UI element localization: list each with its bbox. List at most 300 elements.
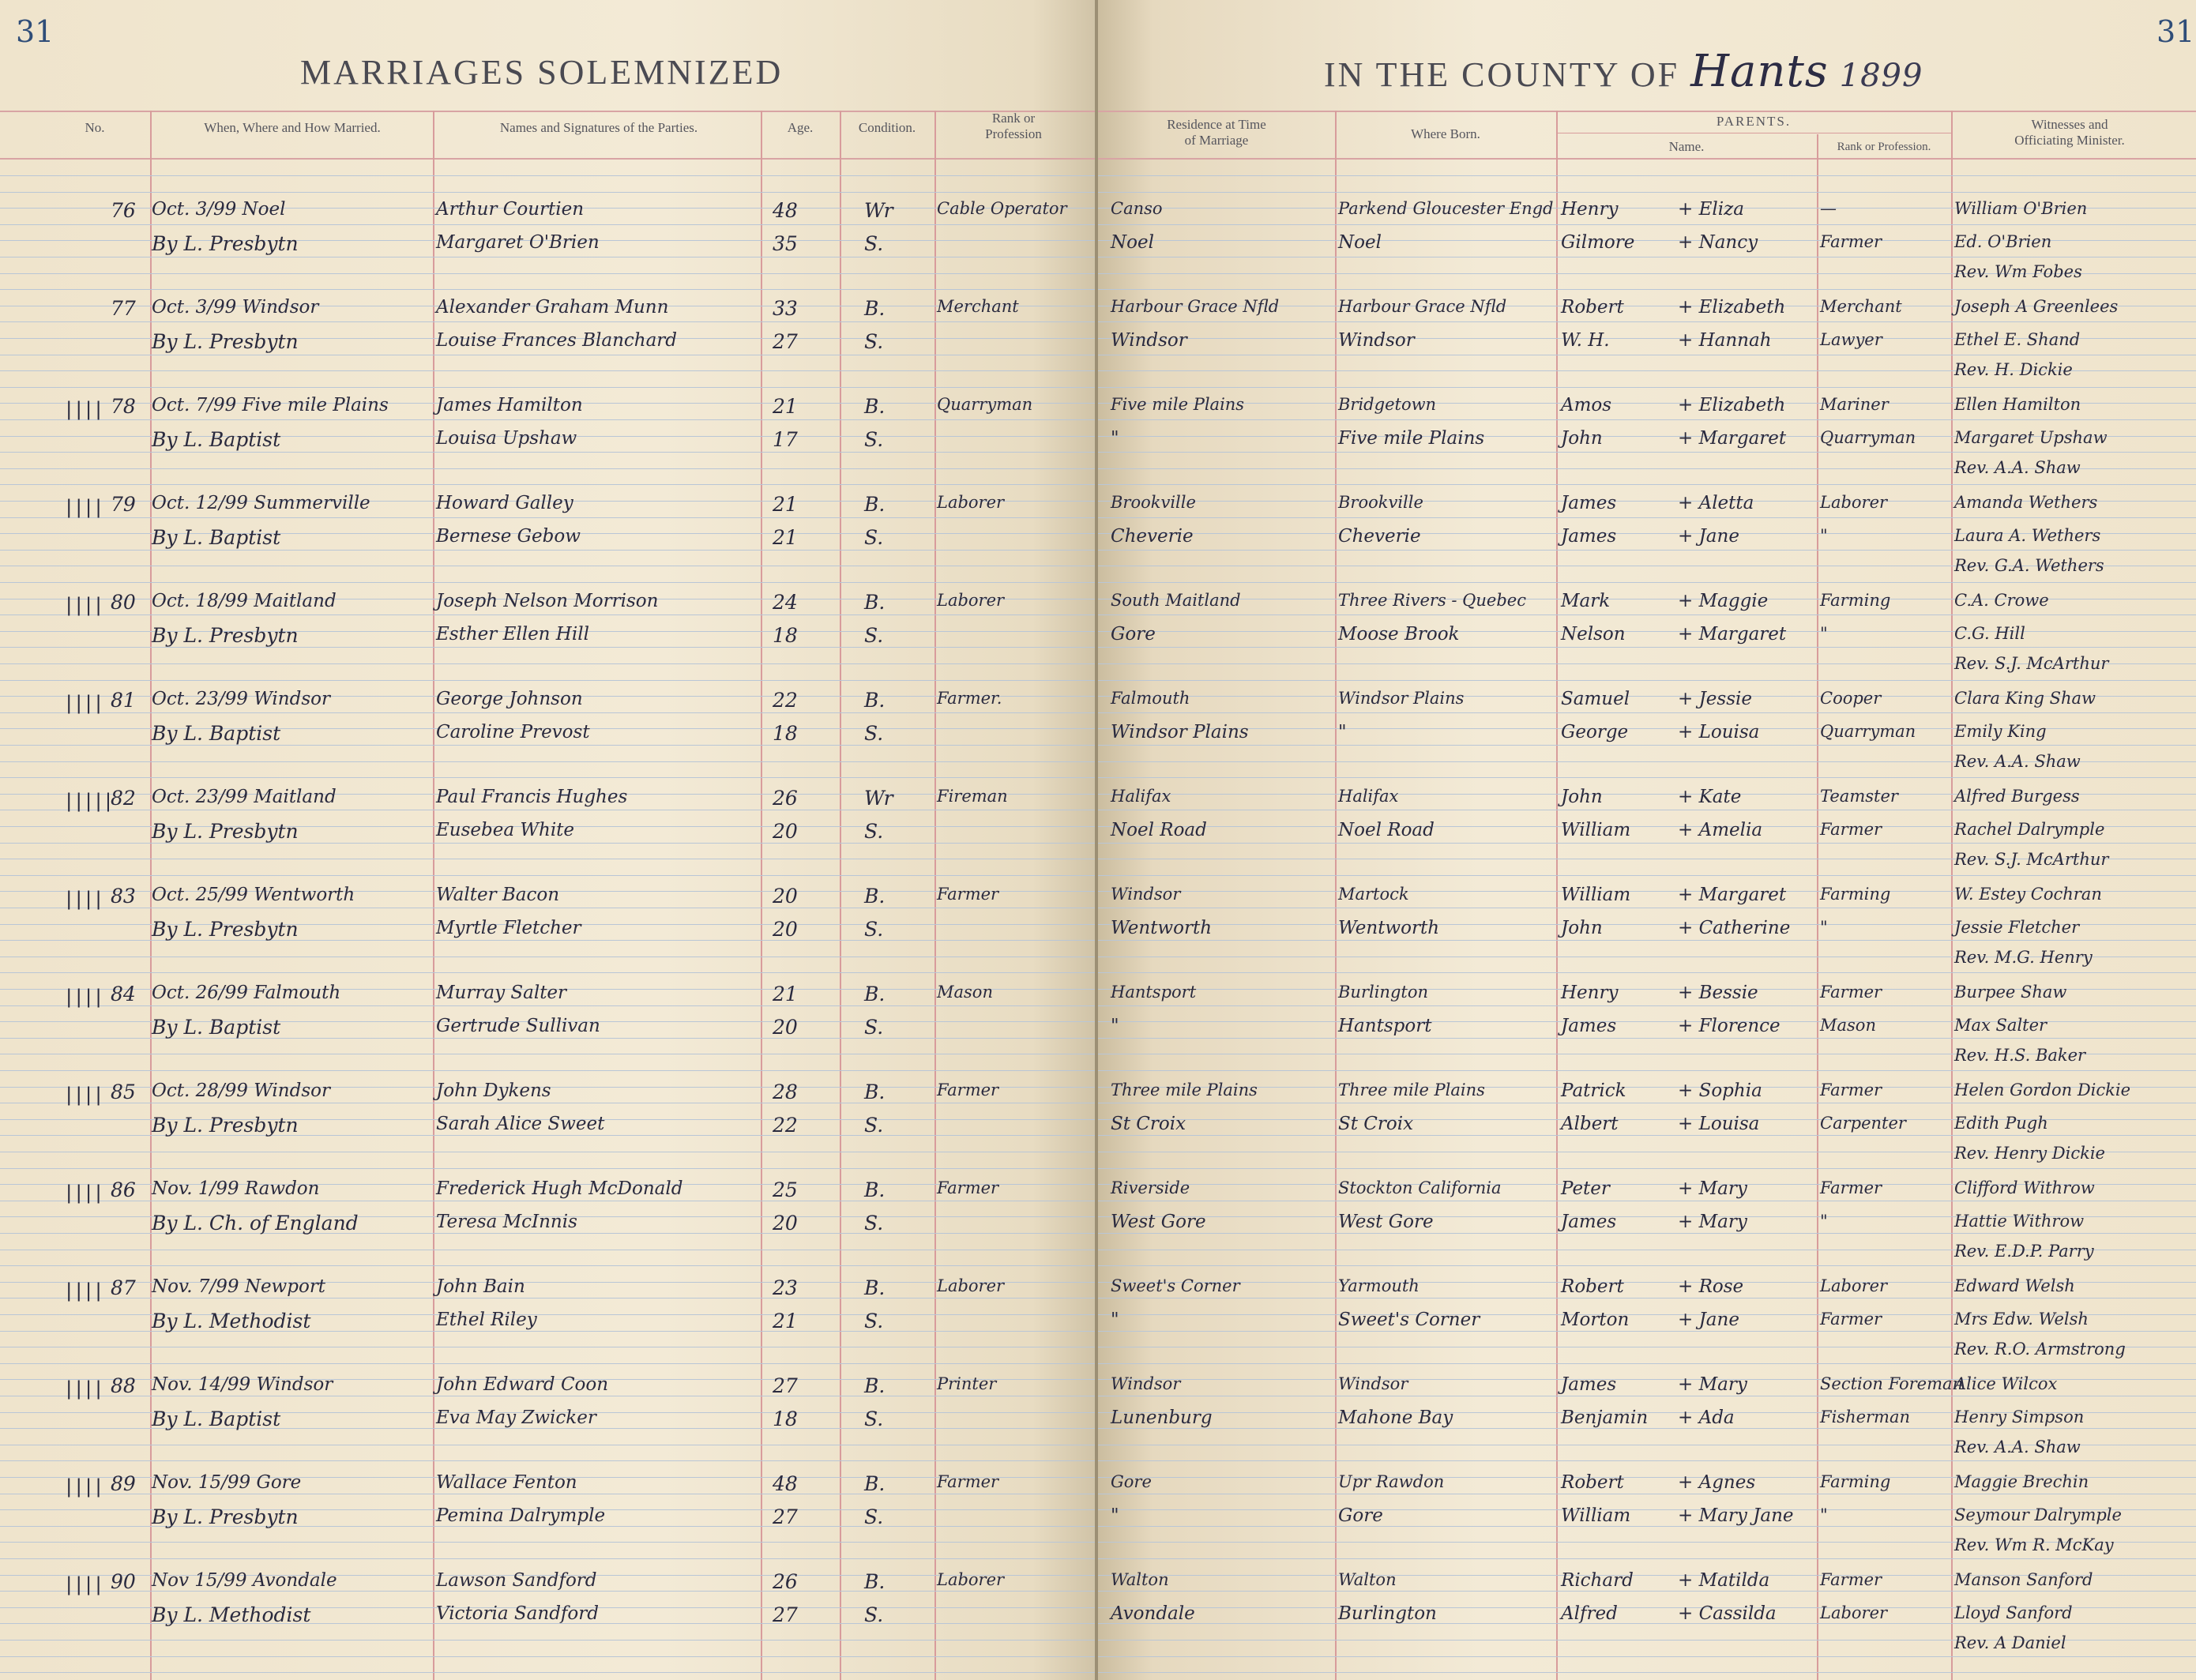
header-residence [1098,117,1335,148]
entry-rank: Merchant [937,297,1019,316]
entry-tally: |||| [63,888,103,910]
entry-date-place: Oct. 25/99 Wentworth [152,885,355,905]
header-witnesses-line-2: Officiating Minister. [2014,133,2125,148]
ruled-line [1098,875,2196,876]
entry-date-place: Nov 15/99 Avondale [152,1570,337,1591]
entry-bride-name: Myrtle Fletcher [436,918,581,938]
entry-groom-birthplace: Halifax [1338,787,1399,806]
entry-parent-rank-groom: Teamster [1820,787,1898,806]
entry-bride-birthplace: Burlington [1338,1603,1437,1624]
entry-bride-condition: S. [864,428,884,451]
entry-how-married: By L. Presbytn [152,820,299,843]
entry-bride-residence: Noel [1111,232,1154,253]
entry-how-married: By L. Baptist [152,428,281,451]
page-heading [1324,46,1923,97]
ruled-line [0,468,1098,469]
ruled-line [0,1298,1098,1299]
entry-father-bride: George [1561,722,1629,742]
entry-how-married: By L. Baptist [152,1408,281,1430]
entry-bride-name: Eva May Zwicker [436,1408,596,1428]
ruled-line [1098,1591,2196,1592]
entry-witness-1: Maggie Brechin [1954,1472,2089,1491]
entry-parent-rank-bride: " [1820,526,1828,545]
entry-groom-residence: Sweet's Corner [1111,1276,1240,1295]
entry-father-groom: Henry [1561,983,1619,1003]
ruled-line [0,745,1098,746]
entry-how-married: By L. Presbytn [152,624,299,647]
year: 1899 [1839,58,1923,94]
entry-rank: Quarryman [937,395,1033,414]
entry-bride-residence: Avondale [1111,1603,1195,1624]
ruled-line [0,321,1098,322]
entry-bride-residence: " [1111,428,1119,449]
ruled-line [0,1558,1098,1559]
entry-groom-age: 22 [773,689,798,712]
entry-how-married: By L. Presbytn [152,1505,299,1528]
ruled-line [1098,1623,2196,1624]
entry-tally: |||| [63,594,103,616]
entry-parent-rank-groom: Mariner [1820,395,1889,414]
entry-groom-birthplace: Three Rivers - Quebec [1338,591,1526,610]
entry-bride-residence: " [1111,1310,1119,1330]
entry-bride-name: Sarah Alice Sweet [436,1114,605,1134]
entry-groom-residence: Walton [1111,1570,1169,1589]
header-top-rule [0,111,1098,112]
entry-groom-name: John Bain [436,1276,525,1297]
entry-number: 90 [111,1570,136,1593]
ruled-line [1098,1460,2196,1461]
entry-date-place: Nov. 15/99 Gore [152,1472,302,1493]
entry-bride-age: 27 [773,330,798,353]
entry-bride-condition: S. [864,232,884,255]
entry-groom-residence: Halifax [1111,787,1171,806]
entry-groom-residence: Canso [1111,199,1163,218]
header-witnesses-line-1: Witnesses and [2031,117,2108,132]
ruled-line [0,1591,1098,1592]
entry-minister: Rev. S.J. McArthur [1954,654,2109,673]
entry-bride-condition: S. [864,1310,884,1332]
entry-minister: Rev. A.A. Shaw [1954,752,2081,771]
entry-groom-condition: B. [864,1081,886,1103]
entry-minister: Rev. G.A. Wethers [1954,556,2104,575]
entry-witness-2: Ed. O'Brien [1954,232,2052,251]
heading-prefix: IN THE COUNTY OF [1324,55,1680,94]
entry-bride-age: 22 [773,1114,798,1137]
header-age: Age. [787,120,814,135]
entry-groom-age: 25 [773,1178,798,1201]
entry-groom-condition: B. [864,1276,886,1299]
ruled-line [1098,745,2196,746]
header-rank-line-1: Rank or [991,111,1036,126]
entry-parent-rank-groom: Farmer [1820,1081,1882,1099]
entry-father-bride: Nelson [1561,624,1626,645]
entry-parent-rank-bride: Farmer [1820,1310,1882,1329]
entry-parent-rank-bride: Farmer [1820,232,1882,251]
entry-groom-birthplace: Parkend Gloucester Engd [1338,199,1554,218]
entry-witness-1: Joseph A Greenlees [1954,297,2119,316]
entry-bride-residence: Lunenburg [1111,1408,1213,1428]
ruled-line [0,761,1098,762]
entry-bride-age: 20 [773,820,798,843]
entry-bride-name: Louise Frances Blanchard [436,330,678,351]
entry-bride-residence: West Gore [1111,1212,1206,1232]
header-bottom-rule [1098,158,2196,160]
entry-bride-condition: S. [864,1016,884,1039]
entry-tally: |||| [63,398,103,420]
ruled-line [1098,1298,2196,1299]
entry-father-bride: William [1561,1505,1631,1526]
entry-witness-1: W. Estey Cochran [1954,885,2102,904]
entry-parent-rank-groom: Cooper [1820,689,1882,708]
entry-mother-groom: + Mary [1678,1374,1747,1395]
entry-groom-residence: Falmouth [1111,689,1190,708]
entry-bride-birthplace: Mahone Bay [1338,1408,1453,1428]
entry-witness-2: Lloyd Sanford [1954,1603,2073,1622]
entry-groom-residence: Brookville [1111,493,1196,512]
entry-groom-condition: B. [864,1178,886,1201]
header-witnesses [1951,117,2188,148]
entry-bride-condition: S. [864,1408,884,1430]
entry-parent-rank-groom: Farmer [1820,1178,1882,1197]
entry-how-married: By L. Ch. of England [152,1212,359,1235]
entry-date-place: Nov. 14/99 Windsor [152,1374,333,1395]
ruled-line [1098,1558,2196,1559]
ruled-line [0,1460,1098,1461]
entry-minister: Rev. A Daniel [1954,1633,2066,1652]
entry-parent-rank-groom: Farmer [1820,1570,1882,1589]
entry-father-groom: Henry [1561,199,1619,220]
ruled-line [1098,1168,2196,1169]
entry-groom-condition: B. [864,983,886,1005]
entry-groom-residence: Windsor [1111,1374,1181,1393]
ruled-line [1098,582,2196,583]
entry-groom-age: 26 [773,1570,798,1593]
entry-rank: Laborer [937,1570,1005,1589]
entry-father-groom: Peter [1561,1178,1610,1199]
entry-minister: Rev. S.J. McArthur [1954,850,2109,869]
entry-date-place: Oct. 23/99 Windsor [152,689,330,709]
ruled-line [1098,680,2196,681]
entry-tally: |||| [63,1475,103,1498]
entry-rank: Farmer. [937,689,1002,708]
entry-bride-name: Ethel Riley [436,1310,537,1330]
ruled-line [1098,631,2196,632]
entry-bride-birthplace: " [1338,722,1347,742]
entry-mother-groom: + Aletta [1678,493,1754,513]
entry-minister: Rev. M.G. Henry [1954,948,2093,967]
ruled-line [0,273,1098,274]
entry-rank: Farmer [937,1081,999,1099]
entry-date-place: Oct. 26/99 Falmouth [152,983,341,1003]
entry-parent-rank-groom: Farming [1820,885,1891,904]
entry-parent-rank-bride: " [1820,1505,1828,1524]
entry-groom-birthplace: Upr Rawdon [1338,1472,1445,1491]
entry-groom-condition: B. [864,1374,886,1397]
entry-date-place: Nov. 7/99 Newport [152,1276,326,1297]
entry-bride-residence: Windsor [1111,330,1187,351]
entry-tally: |||| [63,986,103,1008]
entry-date-place: Oct. 28/99 Windsor [152,1081,330,1101]
entry-mother-bride: + Florence [1678,1016,1780,1036]
entry-mother-groom: + Jessie [1678,689,1752,709]
ruled-line [1098,387,2196,388]
entry-witness-1: Clara King Shaw [1954,689,2096,708]
entry-groom-age: 27 [773,1374,798,1397]
entry-witness-2: Max Salter [1954,1016,2047,1035]
entry-groom-name: Paul Francis Hughes [436,787,628,807]
entry-father-groom: John [1561,787,1603,807]
entry-groom-condition: B. [864,885,886,908]
ruled-line [1098,419,2196,420]
entry-bride-age: 21 [773,1310,798,1332]
ruled-line [1098,1070,2196,1071]
entry-mother-groom: + Maggie [1678,591,1769,611]
entry-bride-condition: S. [864,624,884,647]
entry-father-groom: James [1561,493,1617,513]
ruled-line [1098,1135,2196,1136]
entry-parent-rank-bride: Quarryman [1820,428,1916,447]
ruled-line [0,614,1098,615]
entry-groom-age: 20 [773,885,798,908]
entry-bride-birthplace: Gore [1338,1505,1383,1526]
entry-mother-bride: + Louisa [1678,722,1760,742]
entry-bride-age: 18 [773,1408,798,1430]
entry-bride-birthplace: Hantsport [1338,1016,1432,1036]
ruled-line [0,712,1098,713]
ruled-line [1098,1656,2196,1657]
ruled-line [1098,777,2196,778]
entry-bride-name: Pemina Dalrymple [436,1505,606,1526]
entry-groom-age: 48 [773,1472,798,1495]
entry-bride-residence: Windsor Plains [1111,722,1249,742]
entry-bride-name: Esther Ellen Hill [436,624,589,645]
entry-tally: |||| [63,692,103,714]
header-top-rule [1098,111,2196,112]
entry-date-place: Oct. 7/99 Five mile Plains [152,395,389,415]
entry-parent-rank-groom: Farming [1820,1472,1891,1491]
entry-father-groom: James [1561,1374,1617,1395]
entry-bride-condition: S. [864,1212,884,1235]
ruled-line [0,1265,1098,1266]
entry-how-married: By L. Methodist [152,1603,311,1626]
ruled-line [1098,1526,2196,1527]
entry-witness-2: Edith Pugh [1954,1114,2048,1133]
entry-bride-birthplace: St Croix [1338,1114,1414,1134]
entry-parent-rank-bride: Farmer [1820,820,1882,839]
entry-groom-birthplace: Martock [1338,885,1409,904]
entry-mother-groom: + Mary [1678,1178,1747,1199]
entry-witness-1: Amanda Wethers [1954,493,2098,512]
entry-groom-birthplace: Brookville [1338,493,1423,512]
ruled-line [1098,940,2196,941]
ruled-line [0,647,1098,648]
entry-date-place: Oct. 12/99 Summerville [152,493,370,513]
entry-mother-bride: + Margaret [1678,624,1787,645]
entry-bride-condition: S. [864,1505,884,1528]
entry-groom-age: 24 [773,591,798,614]
entry-mother-bride: + Margaret [1678,428,1787,449]
entry-rank: Fireman [937,787,1008,806]
entry-bride-condition: S. [864,526,884,549]
entry-bride-age: 35 [773,232,798,255]
entry-groom-birthplace: Walton [1338,1570,1397,1589]
entry-bride-name: Victoria Sandford [436,1603,599,1624]
entry-groom-residence: Hantsport [1111,983,1197,1002]
header-parent-rank: Rank or Profession. [1837,141,1931,153]
entry-mother-bride: + Louisa [1678,1114,1760,1134]
ruled-line [0,370,1098,371]
entry-groom-condition: B. [864,591,886,614]
entry-groom-age: 21 [773,395,798,418]
entry-bride-age: 20 [773,1212,798,1235]
ruled-line [0,484,1098,485]
ruled-line [0,680,1098,681]
ruled-line [1098,1233,2196,1234]
entry-parent-rank-bride: Carpenter [1820,1114,1906,1133]
entry-parent-rank-bride: Mason [1820,1016,1876,1035]
entry-groom-condition: B. [864,395,886,418]
entry-how-married: By L. Presbytn [152,330,299,353]
ruled-line [0,843,1098,844]
entry-number: 86 [111,1178,136,1201]
entry-mother-bride: + Cassilda [1678,1603,1777,1624]
ruled-line [1098,192,2196,193]
entry-groom-birthplace: Stockton California [1338,1178,1502,1197]
ruled-line [0,582,1098,583]
entry-bride-birthplace: Noel Road [1338,820,1435,840]
ruled-line [0,972,1098,973]
entry-minister: Rev. H.S. Baker [1954,1046,2086,1065]
entry-parent-rank-bride: Fisherman [1820,1408,1911,1426]
entry-tally: |||| [63,1084,103,1106]
entry-how-married: By L. Baptist [152,722,281,745]
entry-groom-age: 48 [773,199,798,222]
entry-mother-bride: + Hannah [1678,330,1772,351]
entry-witness-2: Ethel E. Shand [1954,330,2081,349]
entry-bride-name: Eusebea White [436,820,575,840]
entry-father-bride: Benjamin [1561,1408,1649,1428]
entry-parent-rank-bride: Laborer [1820,1603,1888,1622]
entry-father-groom: Robert [1561,1472,1624,1493]
county-name: Hants [1690,46,1829,97]
entry-rank: Laborer [937,1276,1005,1295]
entry-witness-2: Henry Simpson [1954,1408,2085,1426]
ruled-line [0,1672,1098,1673]
entry-groom-name: John Edward Coon [436,1374,609,1395]
entry-witness-2: Rachel Dalrymple [1954,820,2105,839]
ruled-line [0,452,1098,453]
entry-mother-groom: + Kate [1678,787,1742,807]
entry-bride-condition: S. [864,330,884,353]
entry-witness-2: Mrs Edw. Welsh [1954,1310,2089,1329]
entry-bride-age: 27 [773,1505,798,1528]
ruled-line [0,192,1098,193]
entry-bride-age: 17 [773,428,798,451]
entry-number: 84 [111,983,136,1005]
entry-bride-residence: Gore [1111,624,1156,645]
header-condition: Condition. [858,120,916,135]
entry-parent-rank-groom: Section Foreman [1820,1374,1964,1393]
entry-parent-rank-bride: " [1820,624,1828,643]
entry-parent-rank-groom: Laborer [1820,493,1888,512]
entry-groom-age: 23 [773,1276,798,1299]
entry-groom-age: 21 [773,493,798,516]
header-residence-line-2: of Marriage [1184,133,1249,148]
entry-bride-name: Margaret O'Brien [436,232,600,253]
entry-mother-bride: + Mary Jane [1678,1505,1794,1526]
ruled-line [0,419,1098,420]
entry-father-groom: Mark [1561,591,1611,611]
entry-mother-groom: + Bessie [1678,983,1758,1003]
entry-groom-name: Joseph Nelson Morrison [436,591,659,611]
entry-rank: Laborer [937,591,1005,610]
entry-bride-condition: S. [864,1603,884,1626]
entry-parent-rank-bride: Quarryman [1820,722,1916,741]
entry-parent-rank-groom: Farming [1820,591,1891,610]
entry-bride-name: Teresa McInnis [436,1212,577,1232]
entry-bride-birthplace: Sweet's Corner [1338,1310,1480,1330]
entry-groom-birthplace: Harbour Grace Nfld [1338,297,1507,316]
ruled-line [0,1070,1098,1071]
entry-number: 81 [111,689,136,712]
entry-witness-2: Hattie Withrow [1954,1212,2085,1231]
ruled-line [0,1542,1098,1543]
entry-bride-residence: Noel Road [1111,820,1207,840]
entry-bride-residence: Cheverie [1111,526,1194,547]
entry-parent-rank-groom: — [1820,199,1837,218]
entry-bride-condition: S. [864,820,884,843]
entry-groom-name: Howard Galley [436,493,573,513]
entry-groom-age: 26 [773,787,798,810]
entry-groom-condition: B. [864,1570,886,1593]
ruled-line [1098,175,2196,176]
ruled-line [0,550,1098,551]
entry-bride-birthplace: Windsor [1338,330,1415,351]
header-parents: PARENTS. [1716,114,1792,129]
entry-how-married: By L. Baptist [152,1016,281,1039]
entry-groom-condition: Wr [864,787,893,810]
entry-witness-2: Margaret Upshaw [1954,428,2108,447]
entry-groom-condition: Wr [864,199,893,222]
ruled-line [0,663,1098,664]
ruled-line [1098,289,2196,290]
entry-number: 76 [111,199,136,222]
ruled-line [0,289,1098,290]
entry-number: 85 [111,1081,136,1103]
entry-minister: Rev. Wm Fobes [1954,262,2082,281]
entry-bride-age: 21 [773,526,798,549]
entry-witness-1: Manson Sanford [1954,1570,2093,1589]
entry-mother-bride: + Jane [1678,526,1739,547]
entry-bride-birthplace: Five mile Plains [1338,428,1485,449]
header-bottom-rule [0,158,1098,160]
ruled-line [1098,843,2196,844]
ruled-line [1098,1038,2196,1039]
entry-groom-residence: South Maitland [1111,591,1241,610]
ruled-line [1098,614,2196,615]
entry-parent-rank-groom: Merchant [1820,297,1902,316]
entry-groom-condition: B. [864,1472,886,1495]
entry-mother-bride: + Ada [1678,1408,1735,1428]
entry-father-bride: W. H. [1561,330,1610,351]
entry-number: 88 [111,1374,136,1397]
ruled-line [1098,1265,2196,1266]
entry-father-bride: Alfred [1561,1603,1618,1624]
entry-groom-age: 21 [773,983,798,1005]
entry-mother-groom: + Elizabeth [1678,395,1786,415]
entry-bride-name: Gertrude Sullivan [436,1016,600,1036]
entry-groom-birthplace: Windsor [1338,1374,1408,1393]
